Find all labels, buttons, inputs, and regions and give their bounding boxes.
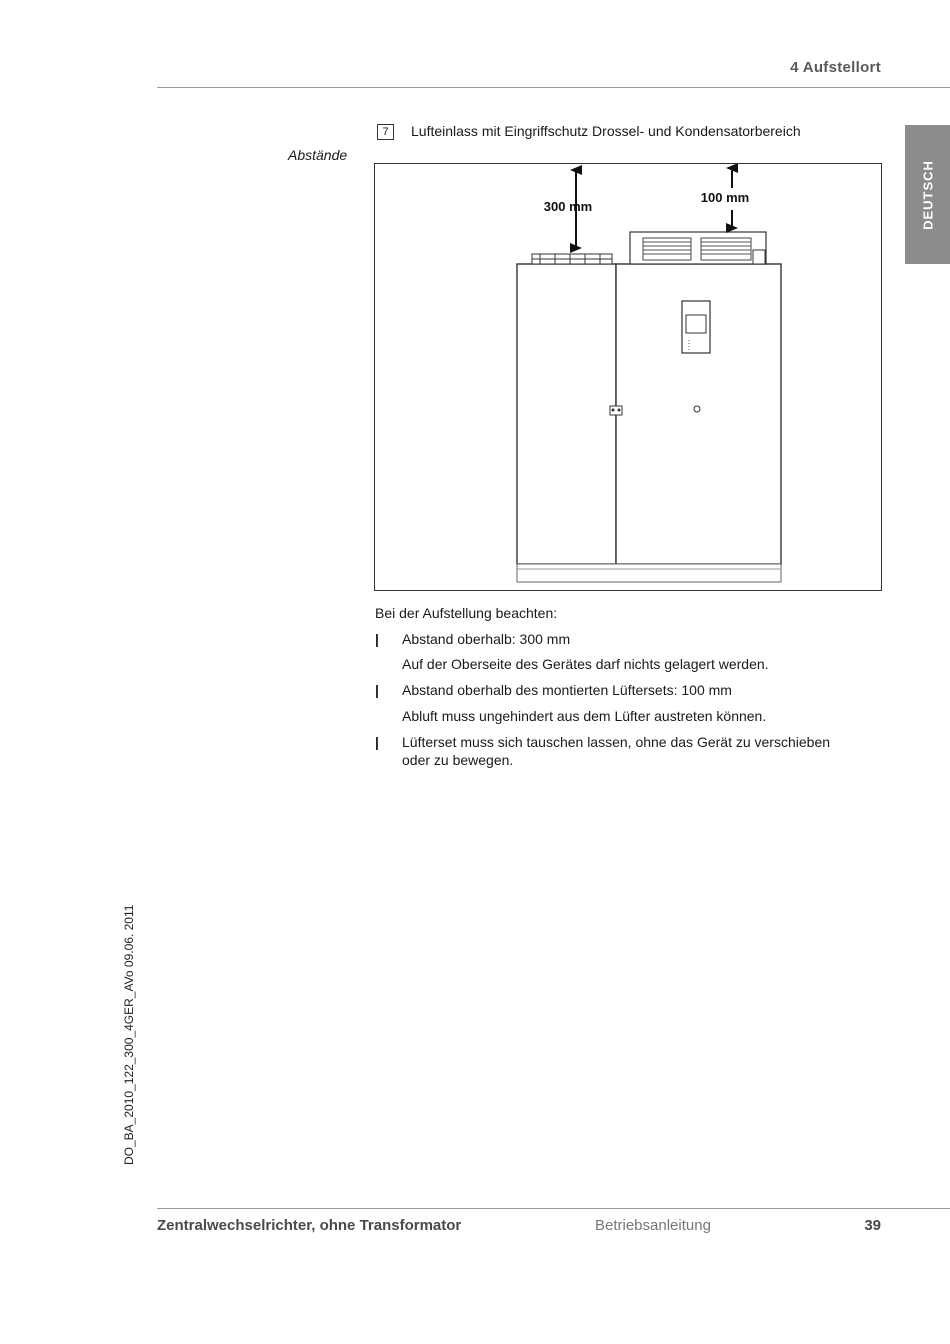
figure-item-caption: Lufteinlass mit Eingriffschutz Drossel- und Kondensatorbereich	[411, 123, 801, 139]
language-tab-label: DEUTSCH	[920, 159, 935, 230]
section-label: Abstände	[288, 147, 348, 163]
bullet-text: Lüfterset muss sich tauschen lassen, ohne das Gerät zu verschieben	[402, 734, 831, 750]
bullet-text: Abstand oberhalb des montierten Lüftersets: 100 mm	[402, 682, 732, 698]
instructions-intro: Bei der Aufstellung beachten:	[375, 605, 558, 621]
left-cabinet	[517, 264, 616, 564]
figure-item-number: 7	[377, 124, 394, 140]
chapter-heading: 4 Aufstellort	[790, 59, 881, 76]
bullet-marker: |	[375, 734, 379, 750]
footer-title: Zentralwechselrichter, ohne Transformator	[157, 1217, 462, 1234]
clearance-figure	[374, 163, 882, 591]
page-number: 39	[864, 1217, 881, 1234]
bullet-marker: |	[375, 631, 379, 647]
language-tab	[905, 125, 950, 264]
footer-doc-type: Betriebsanleitung	[595, 1217, 711, 1234]
bullet-note: Abluft muss ungehindert aus dem Lüfter austreten können.	[402, 708, 767, 724]
bullet-marker: |	[375, 682, 379, 698]
cabinet-drawing	[375, 164, 883, 592]
bullet-text: Abstand oberhalb: 300 mm	[402, 631, 571, 647]
right-dimension-label: 100 mm	[700, 190, 750, 205]
header-divider	[157, 87, 950, 88]
footer-divider	[157, 1208, 950, 1209]
bullet-note: Auf der Oberseite des Gerätes darf nichts gelagert werden.	[402, 656, 769, 672]
left-dimension-label: 300 mm	[543, 199, 593, 214]
bullet-text-continued: oder zu bewegen.	[402, 752, 514, 768]
document-id: DO_BA_2010_122_300_4GER_AVo 09.06. 2011	[122, 904, 136, 1165]
